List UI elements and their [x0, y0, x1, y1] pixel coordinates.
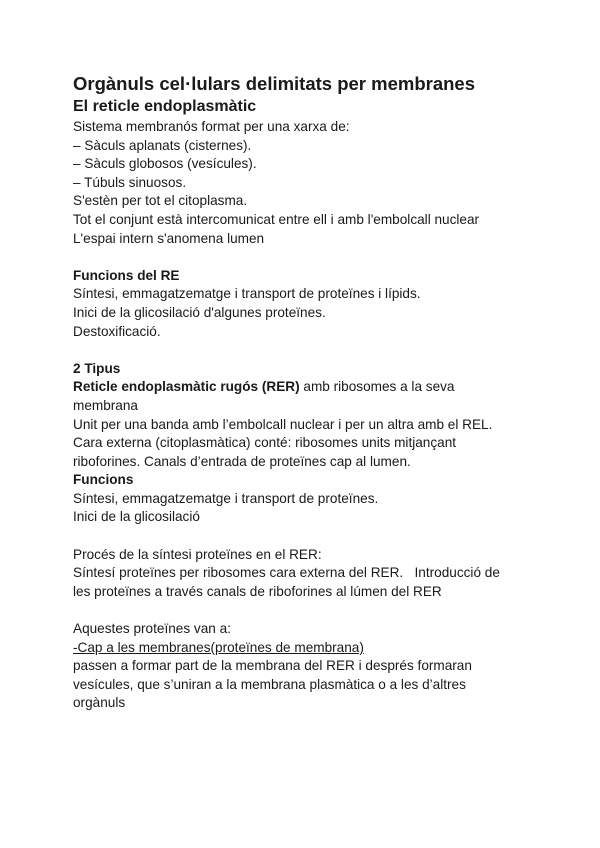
spacer	[73, 248, 553, 267]
document-page	[73, 72, 553, 713]
types-heading: 2 Tipus	[73, 360, 121, 376]
rer-definition	[73, 378, 553, 397]
process-line: les proteïnes a través canals de riboforines al lúmen del RER	[73, 583, 442, 599]
rer-description-continued: membrana	[73, 397, 138, 413]
rer-line: Unit per una banda amb l’embolcall nuclear i per un altra amb el REL.	[73, 416, 493, 432]
intro-line: Sistema membranós format per una xarxa de:	[73, 119, 350, 134]
membranes-line: orgànuls	[73, 695, 126, 711]
destinations-intro: Aquestes proteïnes van a:	[73, 621, 231, 637]
functions-re-heading: Funcions del RE	[73, 267, 180, 283]
functions-re-line: Síntesi, emmagatzematge i transport de proteïnes i lípids.	[73, 286, 421, 302]
intro-line: – Túbuls sinuosos.	[73, 174, 187, 190]
rer-functions-line: Inici de la glicosilació	[73, 509, 200, 525]
membranes-heading: -Cap a les membranes(proteïnes de membrana)	[73, 639, 364, 655]
document-title: Orgànuls cel·lulars delimitats per membranes	[73, 73, 476, 94]
intro-line: Tot el conjunt està intercomunicat entre ell i amb l'embolcall nuclear	[73, 211, 480, 227]
rer-functions-heading: Funcions	[73, 472, 134, 488]
rer-line: Cara externa (citoplasmàtica) conté: ribosomes units mitjançant	[73, 435, 457, 451]
process-line: Procés de la síntesi proteïnes en el RER:	[73, 546, 322, 562]
functions-re-line: Inici de la glicosilació d'algunes proteïnes.	[73, 304, 326, 320]
membranes-line: passen a formar part de la membrana del RER i després formaran	[73, 658, 472, 674]
rer-description: amb ribosomes a la seva	[299, 379, 455, 395]
rer-functions-line: Síntesi, emmagatzematge i transport de proteïnes.	[73, 490, 379, 506]
spacer	[73, 341, 553, 360]
intro-line: S'estèn per tot el citoplasma.	[73, 193, 248, 209]
spacer	[73, 527, 553, 546]
functions-re-line: Destoxificació.	[73, 323, 161, 339]
rer-name: Reticle endoplasmàtic rugós (RER)	[73, 379, 300, 395]
rer-line: riboforines. Canals d’entrada de proteïnes cap al lumen.	[73, 453, 411, 469]
intro-line: L'espai intern s'anomena lumen	[73, 230, 265, 246]
intro-line: – Sàculs aplanats (cisternes).	[73, 137, 252, 153]
spacer	[73, 601, 553, 620]
intro-line: – Sàculs globosos (vesícules).	[73, 156, 257, 172]
membranes-line: vesícules, que s’uniran a la membrana plasmàtica o a les d’altres	[73, 676, 466, 692]
section-title-reticle: El reticle endoplasmàtic	[73, 98, 257, 115]
process-line: Síntesí proteïnes per ribosomes cara externa del RER. Introducció de	[73, 565, 500, 581]
